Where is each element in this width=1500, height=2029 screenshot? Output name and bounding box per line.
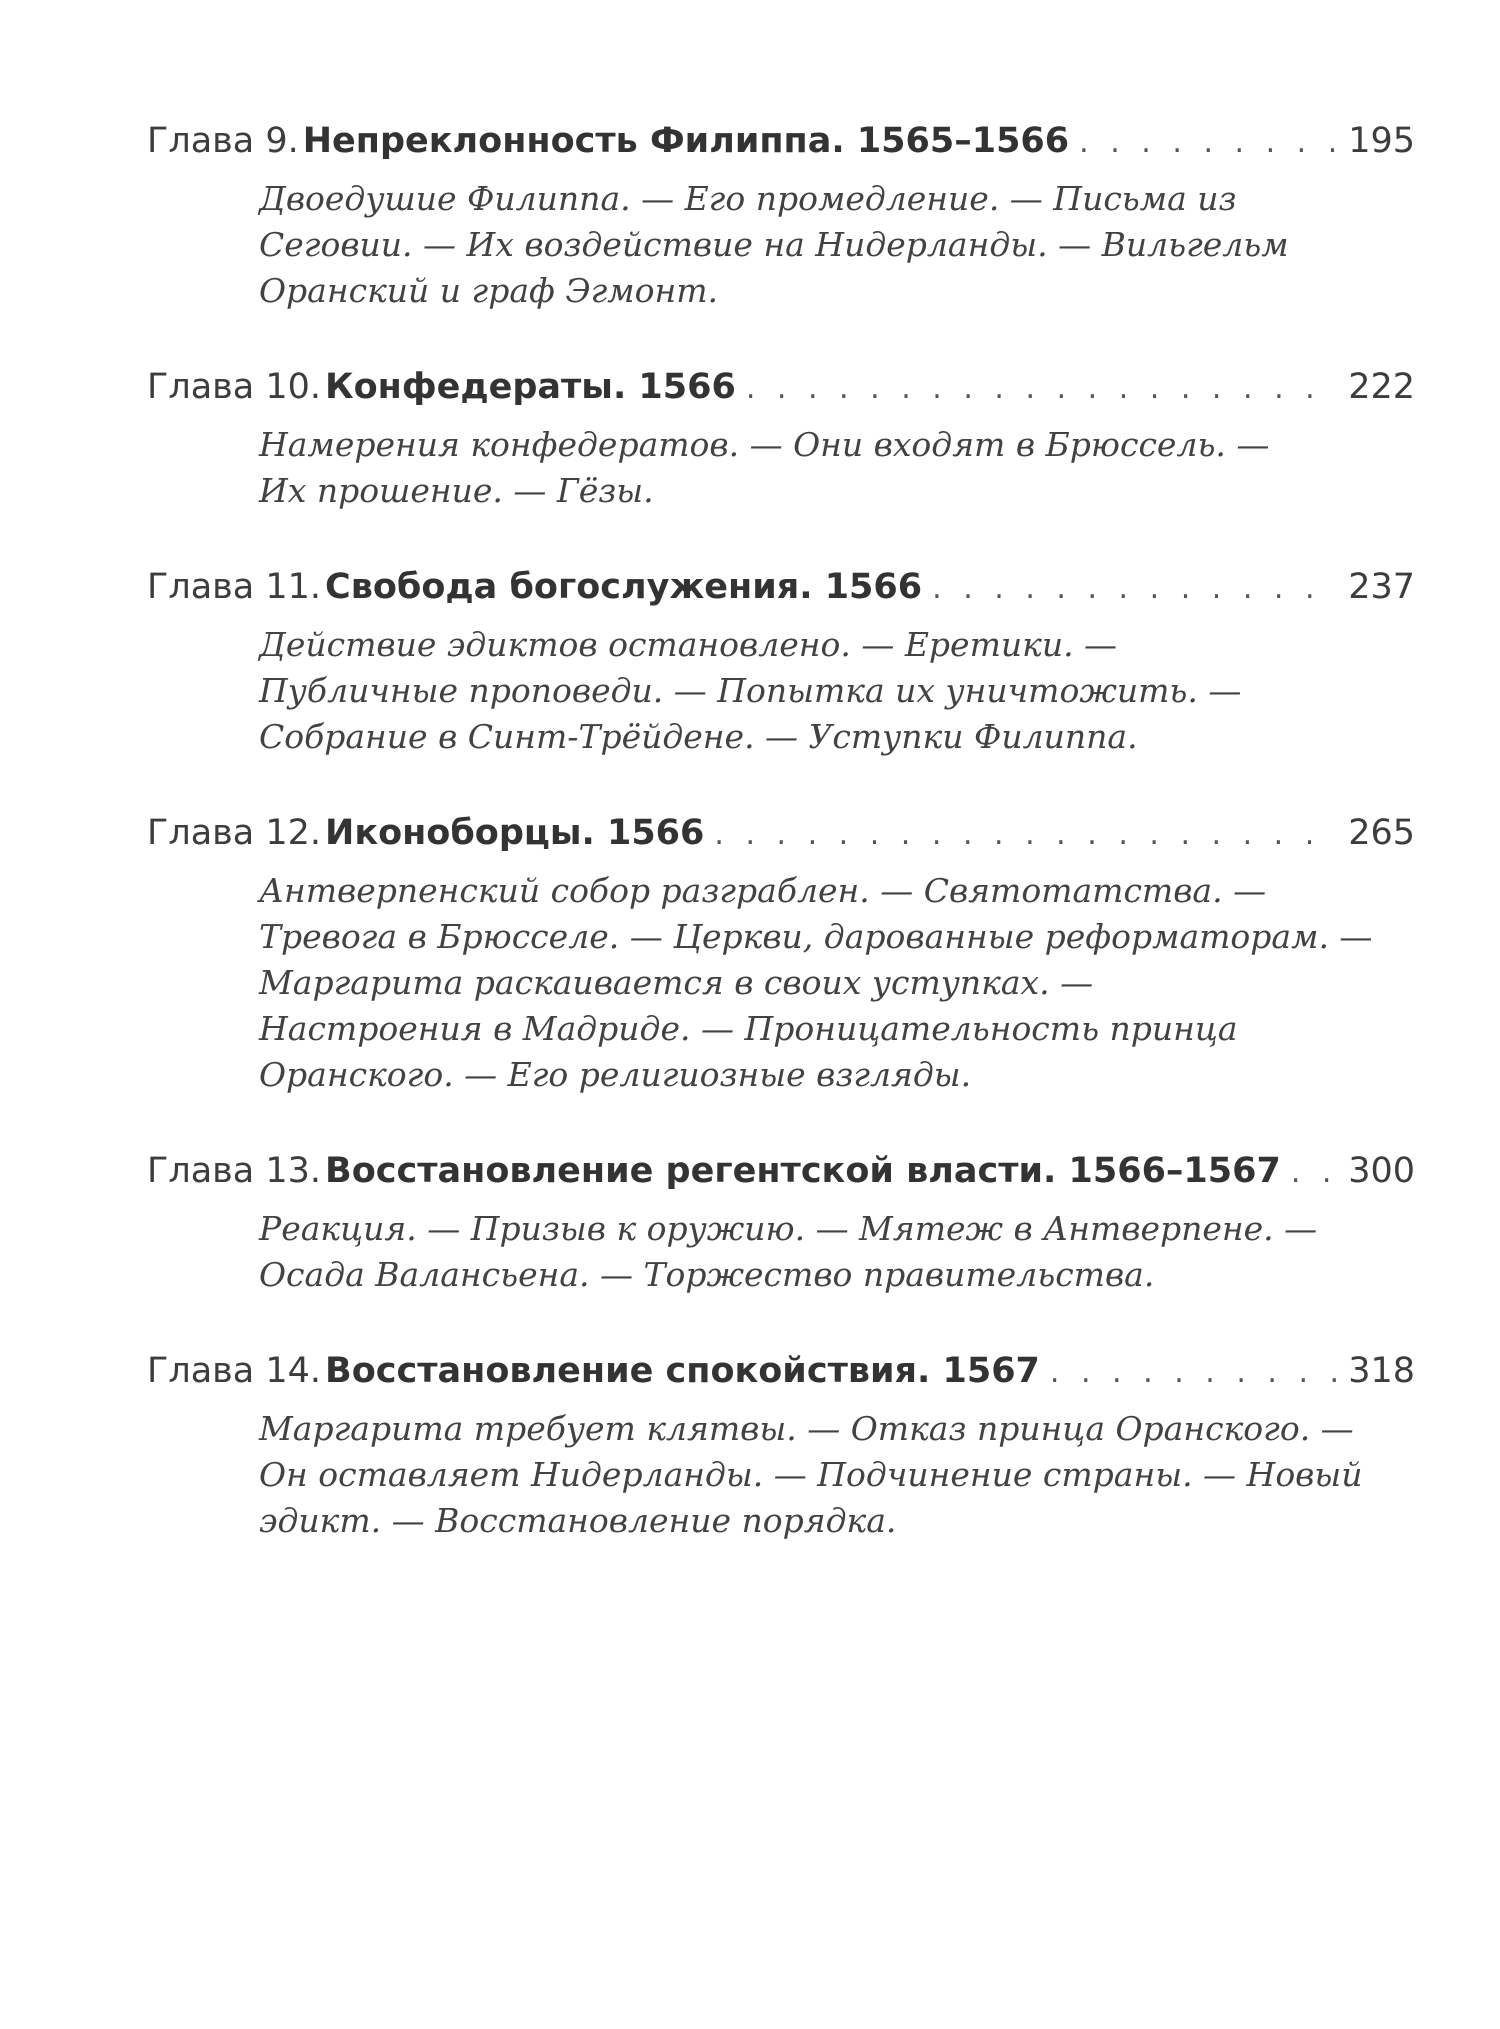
dot-leader [1079, 114, 1338, 172]
chapter-title: Восстановление регентской власти. 1566–1567 [325, 1151, 1281, 1191]
page-number: 265 [1348, 813, 1415, 853]
summary-line: Двоедушие Филиппа. — Его промедление. — Письма из [259, 179, 1237, 218]
chapter-heading [147, 1342, 1415, 1402]
summary-line: Реакция. — Призыв к оружию. — Мятеж в Антверпене. — [259, 1209, 1318, 1248]
chapter-label: Глава 11. [147, 567, 322, 607]
summary-line: Их прошение. — Гёзы. [259, 471, 654, 510]
summary-line: Осада Валансьена. — Торжество правительства. [259, 1255, 1155, 1294]
summary-line: Публичные проповеди. — Попытка их уничтожить. — [259, 671, 1242, 710]
dot-leader [714, 806, 1338, 864]
toc-entry-chapter-12 [147, 804, 1415, 1098]
chapter-label: Глава 13. [147, 1151, 322, 1191]
summary-line: эдикт. — Восстановление порядка. [259, 1501, 897, 1540]
toc-entry-chapter-14 [147, 1342, 1415, 1544]
page-number: 318 [1348, 1351, 1415, 1391]
summary-line: Собрание в Синт-Трёйдене. — Уступки Филиппа. [259, 717, 1138, 756]
chapter-label: Глава 14. [147, 1351, 322, 1391]
summary-line: Оранский и граф Эгмонт. [259, 271, 718, 310]
summary-line: Он оставляет Нидерланды. — Подчинение страны. — Новый [259, 1455, 1363, 1494]
chapter-title: Иконоборцы. 1566 [325, 813, 705, 853]
chapter-summary [259, 176, 1415, 314]
chapter-title: Свобода богослужения. 1566 [325, 567, 923, 607]
chapter-summary [259, 1206, 1415, 1298]
chapter-heading [147, 558, 1415, 618]
chapter-title: Непреклонность Филиппа. 1565–1566 [302, 121, 1070, 161]
toc-entry-chapter-11 [147, 558, 1415, 760]
chapter-title: Конфедераты. 1566 [325, 367, 736, 407]
summary-line: Маргарита требует клятвы. — Отказ принца Оранского. — [259, 1409, 1354, 1448]
summary-line: Оранского. — Его религиозные взгляды. [259, 1055, 972, 1094]
chapter-label: Глава 12. [147, 813, 322, 853]
chapter-summary [259, 622, 1415, 760]
toc-entry-chapter-10 [147, 358, 1415, 514]
summary-line: Действие эдиктов остановлено. — Еретики. — [259, 625, 1118, 664]
summary-line: Тревога в Брюсселе. — Церкви, дарованные реформаторам. — [259, 917, 1373, 956]
chapter-heading [147, 112, 1415, 172]
dot-leader [1291, 1144, 1338, 1202]
page-number: 300 [1348, 1151, 1415, 1191]
table-of-contents [147, 112, 1415, 1588]
chapter-label: Глава 10. [147, 367, 322, 407]
summary-line: Намерения конфедератов. — Они входят в Брюссель. — [259, 425, 1270, 464]
chapter-summary [259, 1406, 1415, 1544]
chapter-heading [147, 804, 1415, 864]
toc-entry-chapter-13 [147, 1142, 1415, 1298]
toc-entry-chapter-9 [147, 112, 1415, 314]
summary-line: Сеговии. — Их воздействие на Нидерланды. — Вильгельм [259, 225, 1289, 264]
page-number: 237 [1348, 567, 1415, 607]
dot-leader [932, 560, 1338, 618]
dot-leader [746, 360, 1338, 418]
chapter-summary [259, 422, 1415, 514]
chapter-summary [259, 868, 1415, 1098]
chapter-title: Восстановление спокойствия. 1567 [325, 1351, 1040, 1391]
page-number: 222 [1348, 367, 1415, 407]
summary-line: Маргарита раскаивается в своих уступках. — [259, 963, 1094, 1002]
chapter-label: Глава 9. [147, 121, 299, 161]
dot-leader [1050, 1344, 1338, 1402]
chapter-heading [147, 1142, 1415, 1202]
summary-line: Антверпенский собор разграблен. — Святотатства. — [259, 871, 1267, 910]
summary-line: Настроения в Мадриде. — Проницательность принца [259, 1009, 1238, 1048]
page-number: 195 [1348, 121, 1415, 161]
chapter-heading [147, 358, 1415, 418]
